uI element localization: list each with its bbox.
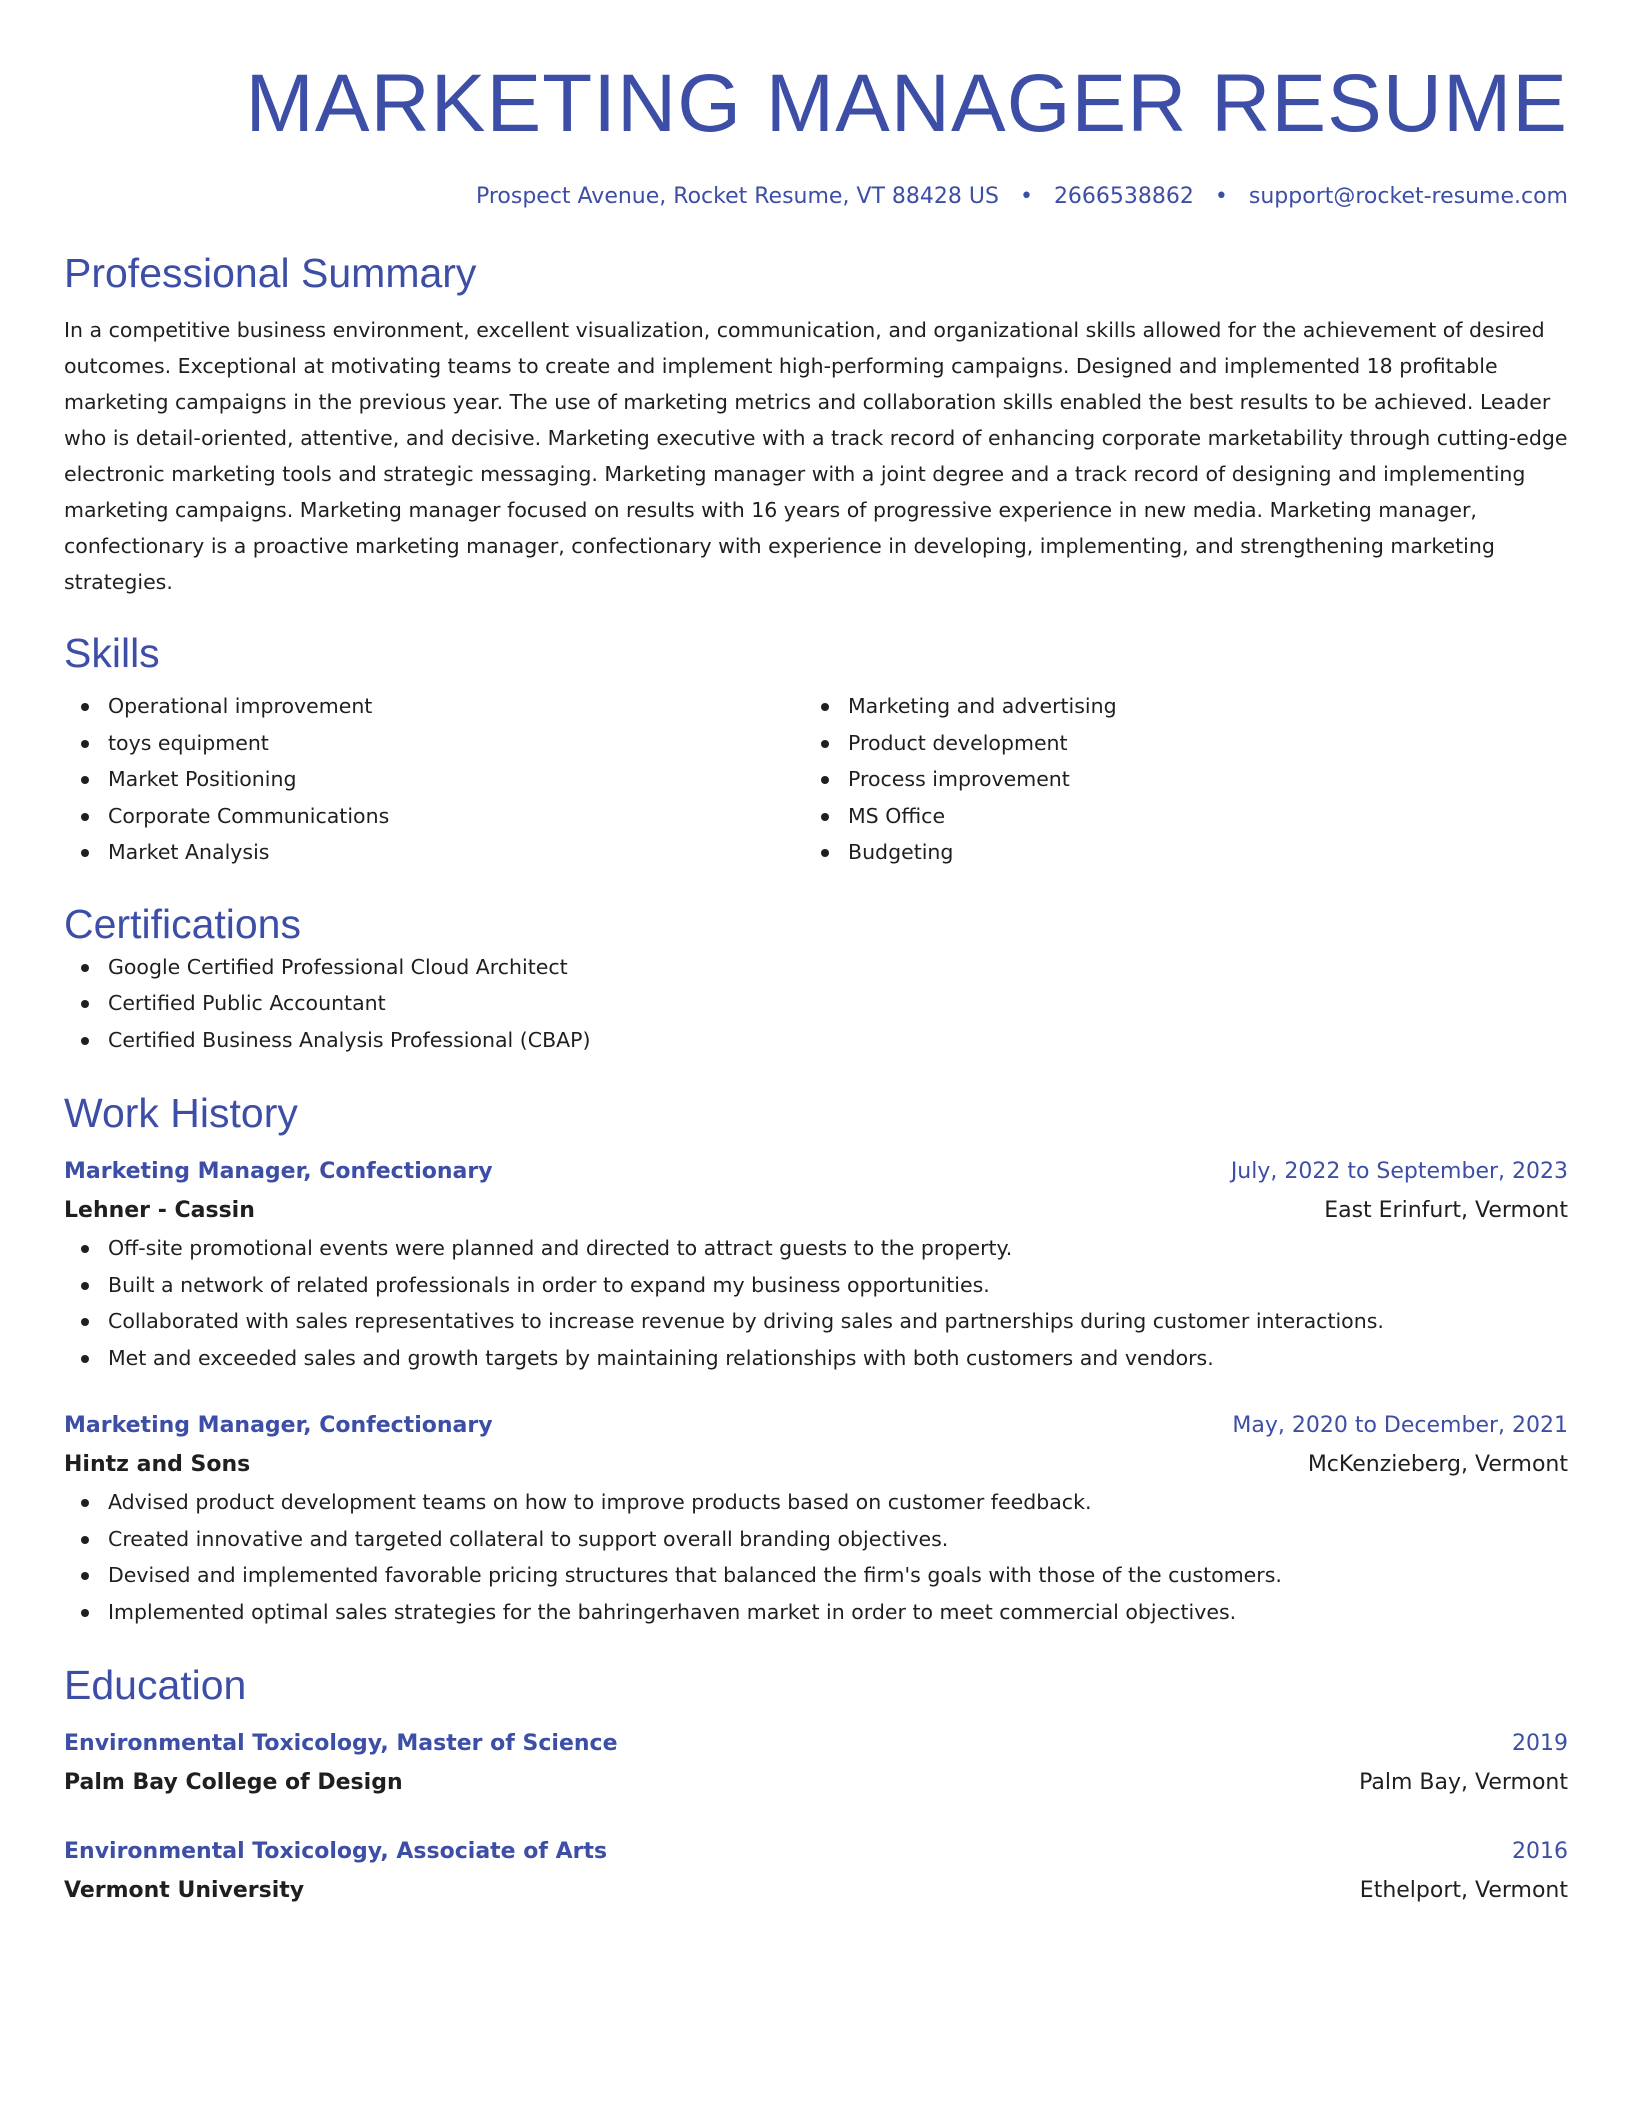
skill-item: Process improvement (804, 761, 1544, 798)
job-title-row (64, 1406, 1568, 1446)
job-entry (64, 1406, 1568, 1630)
summary-section (64, 248, 1568, 600)
job-company: Hintz and Sons (64, 1452, 251, 1477)
certification-item: Certified Public Accountant (64, 985, 1568, 1022)
skill-item: Market Analysis (64, 834, 804, 871)
education-section (64, 1660, 1568, 1910)
resume-title: MARKETING MANAGER RESUME (245, 58, 1568, 149)
job-location: East Erinfurt, Vermont (1324, 1198, 1568, 1223)
job-bullet: Met and exceeded sales and growth targets by maintaining relationships with both customers and vendors. (64, 1340, 1568, 1377)
skills-list-right (804, 688, 1544, 871)
summary-text: In a competitive business environment, excellent visualization, communication, and organizational skills allowed for the achievement of desired outcomes. Exceptional at motivating teams to create and implement high-performing campaigns. Designed and implemented 18 profitable marketing campaigns in the previous year. The use of marketing metrics and collaboration skills enabled the best results to be achieved. Leader who is detail-oriented, attentive, and decisive. Marketing executive with a track record of enhancing corporate marketability through cutting-edge electronic marketing tools and strategic messaging. Marketing manager with a joint degree and a track record of designing and implementing marketing campaigns. Marketing manager focused on results with 16 years of progressive experience in new media. Marketing manager, confectionary is a proactive marketing manager, confectionary with experience in developing, implementing, and strengthening marketing strategies. (64, 318, 1568, 594)
work-history-section (64, 1088, 1568, 1630)
skill-item: Marketing and advertising (804, 688, 1544, 725)
job-bullet: Implemented optimal sales strategies for the bahringerhaven market in order to meet commercial objectives. (64, 1594, 1568, 1631)
education-location: Palm Bay, Vermont (1359, 1770, 1568, 1795)
contact-separator: • (1019, 184, 1033, 209)
certification-item: Certified Business Analysis Professional (CBAP) (64, 1022, 1568, 1059)
job-bullet: Built a network of related professionals in order to expand my business opportunities. (64, 1267, 1568, 1304)
section-title-work-history: Work History (64, 1090, 298, 1136)
education-school: Vermont University (64, 1878, 305, 1903)
skill-item: MS Office (804, 798, 1544, 835)
skill-item: Corporate Communications (64, 798, 804, 835)
section-title-summary: Professional Summary (64, 250, 477, 296)
certifications-section (64, 899, 1568, 1059)
education-degree: Environmental Toxicology, Associate of Arts (64, 1839, 608, 1864)
job-title: Marketing Manager, Confectionary (64, 1159, 493, 1184)
skill-item: Budgeting (804, 834, 1544, 871)
job-bullet: Advised product development teams on how to improve products based on customer feedback. (64, 1484, 1568, 1521)
job-bullets (64, 1484, 1568, 1630)
education-school-row (64, 1764, 1568, 1802)
certification-item: Google Certified Professional Cloud Architect (64, 949, 1568, 986)
skills-column-right (804, 688, 1544, 871)
contact-line (64, 182, 1568, 212)
contact-phone: 2666538862 (1053, 184, 1194, 209)
job-title-row (64, 1152, 1568, 1192)
job-title: Marketing Manager, Confectionary (64, 1413, 493, 1438)
section-title-certifications: Certifications (64, 900, 301, 947)
certifications-list (64, 949, 1568, 1059)
education-degree-row (64, 1724, 1568, 1764)
education-year: 2016 (1512, 1839, 1568, 1864)
job-bullets (64, 1230, 1568, 1376)
job-company-row (64, 1446, 1568, 1484)
skills-section (64, 628, 1568, 871)
job-company-row (64, 1192, 1568, 1230)
education-entry (64, 1832, 1568, 1910)
education-entry (64, 1724, 1568, 1802)
job-location: McKenzieberg, Vermont (1307, 1452, 1568, 1477)
skills-column-left (64, 688, 804, 871)
job-entry (64, 1152, 1568, 1376)
job-dates: July, 2022 to September, 2023 (1230, 1159, 1568, 1184)
skill-item: Operational improvement (64, 688, 804, 725)
skills-list-left (64, 688, 804, 871)
skill-item: Product development (804, 725, 1544, 762)
job-bullet: Devised and implemented favorable pricing structures that balanced the firm's goals with those of the customers. (64, 1557, 1568, 1594)
contact-email: support@rocket-resume.com (1248, 184, 1568, 209)
education-school: Palm Bay College of Design (64, 1770, 403, 1795)
job-bullet: Off-site promotional events were planned and directed to attract guests to the property. (64, 1230, 1568, 1267)
contact-address: Prospect Avenue, Rocket Resume, VT 88428 US (475, 184, 999, 209)
job-bullet: Created innovative and targeted collateral to support overall branding objectives. (64, 1521, 1568, 1558)
education-location: Ethelport, Vermont (1359, 1878, 1568, 1903)
education-degree-row (64, 1832, 1568, 1872)
skill-item: Market Positioning (64, 761, 804, 798)
contact-separator: • (1214, 184, 1228, 209)
skill-item: toys equipment (64, 725, 804, 762)
job-company: Lehner - Cassin (64, 1198, 255, 1223)
job-dates: May, 2020 to December, 2021 (1232, 1413, 1568, 1438)
education-year: 2019 (1512, 1731, 1568, 1756)
education-degree: Environmental Toxicology, Master of Science (64, 1731, 618, 1756)
resume-header (64, 56, 1568, 212)
section-title-skills: Skills (64, 630, 160, 676)
skills-grid (64, 688, 1568, 871)
section-title-education: Education (64, 1662, 247, 1708)
job-bullet: Collaborated with sales representatives to increase revenue by driving sales and partnerships during customer interactions. (64, 1303, 1568, 1340)
education-school-row (64, 1872, 1568, 1910)
